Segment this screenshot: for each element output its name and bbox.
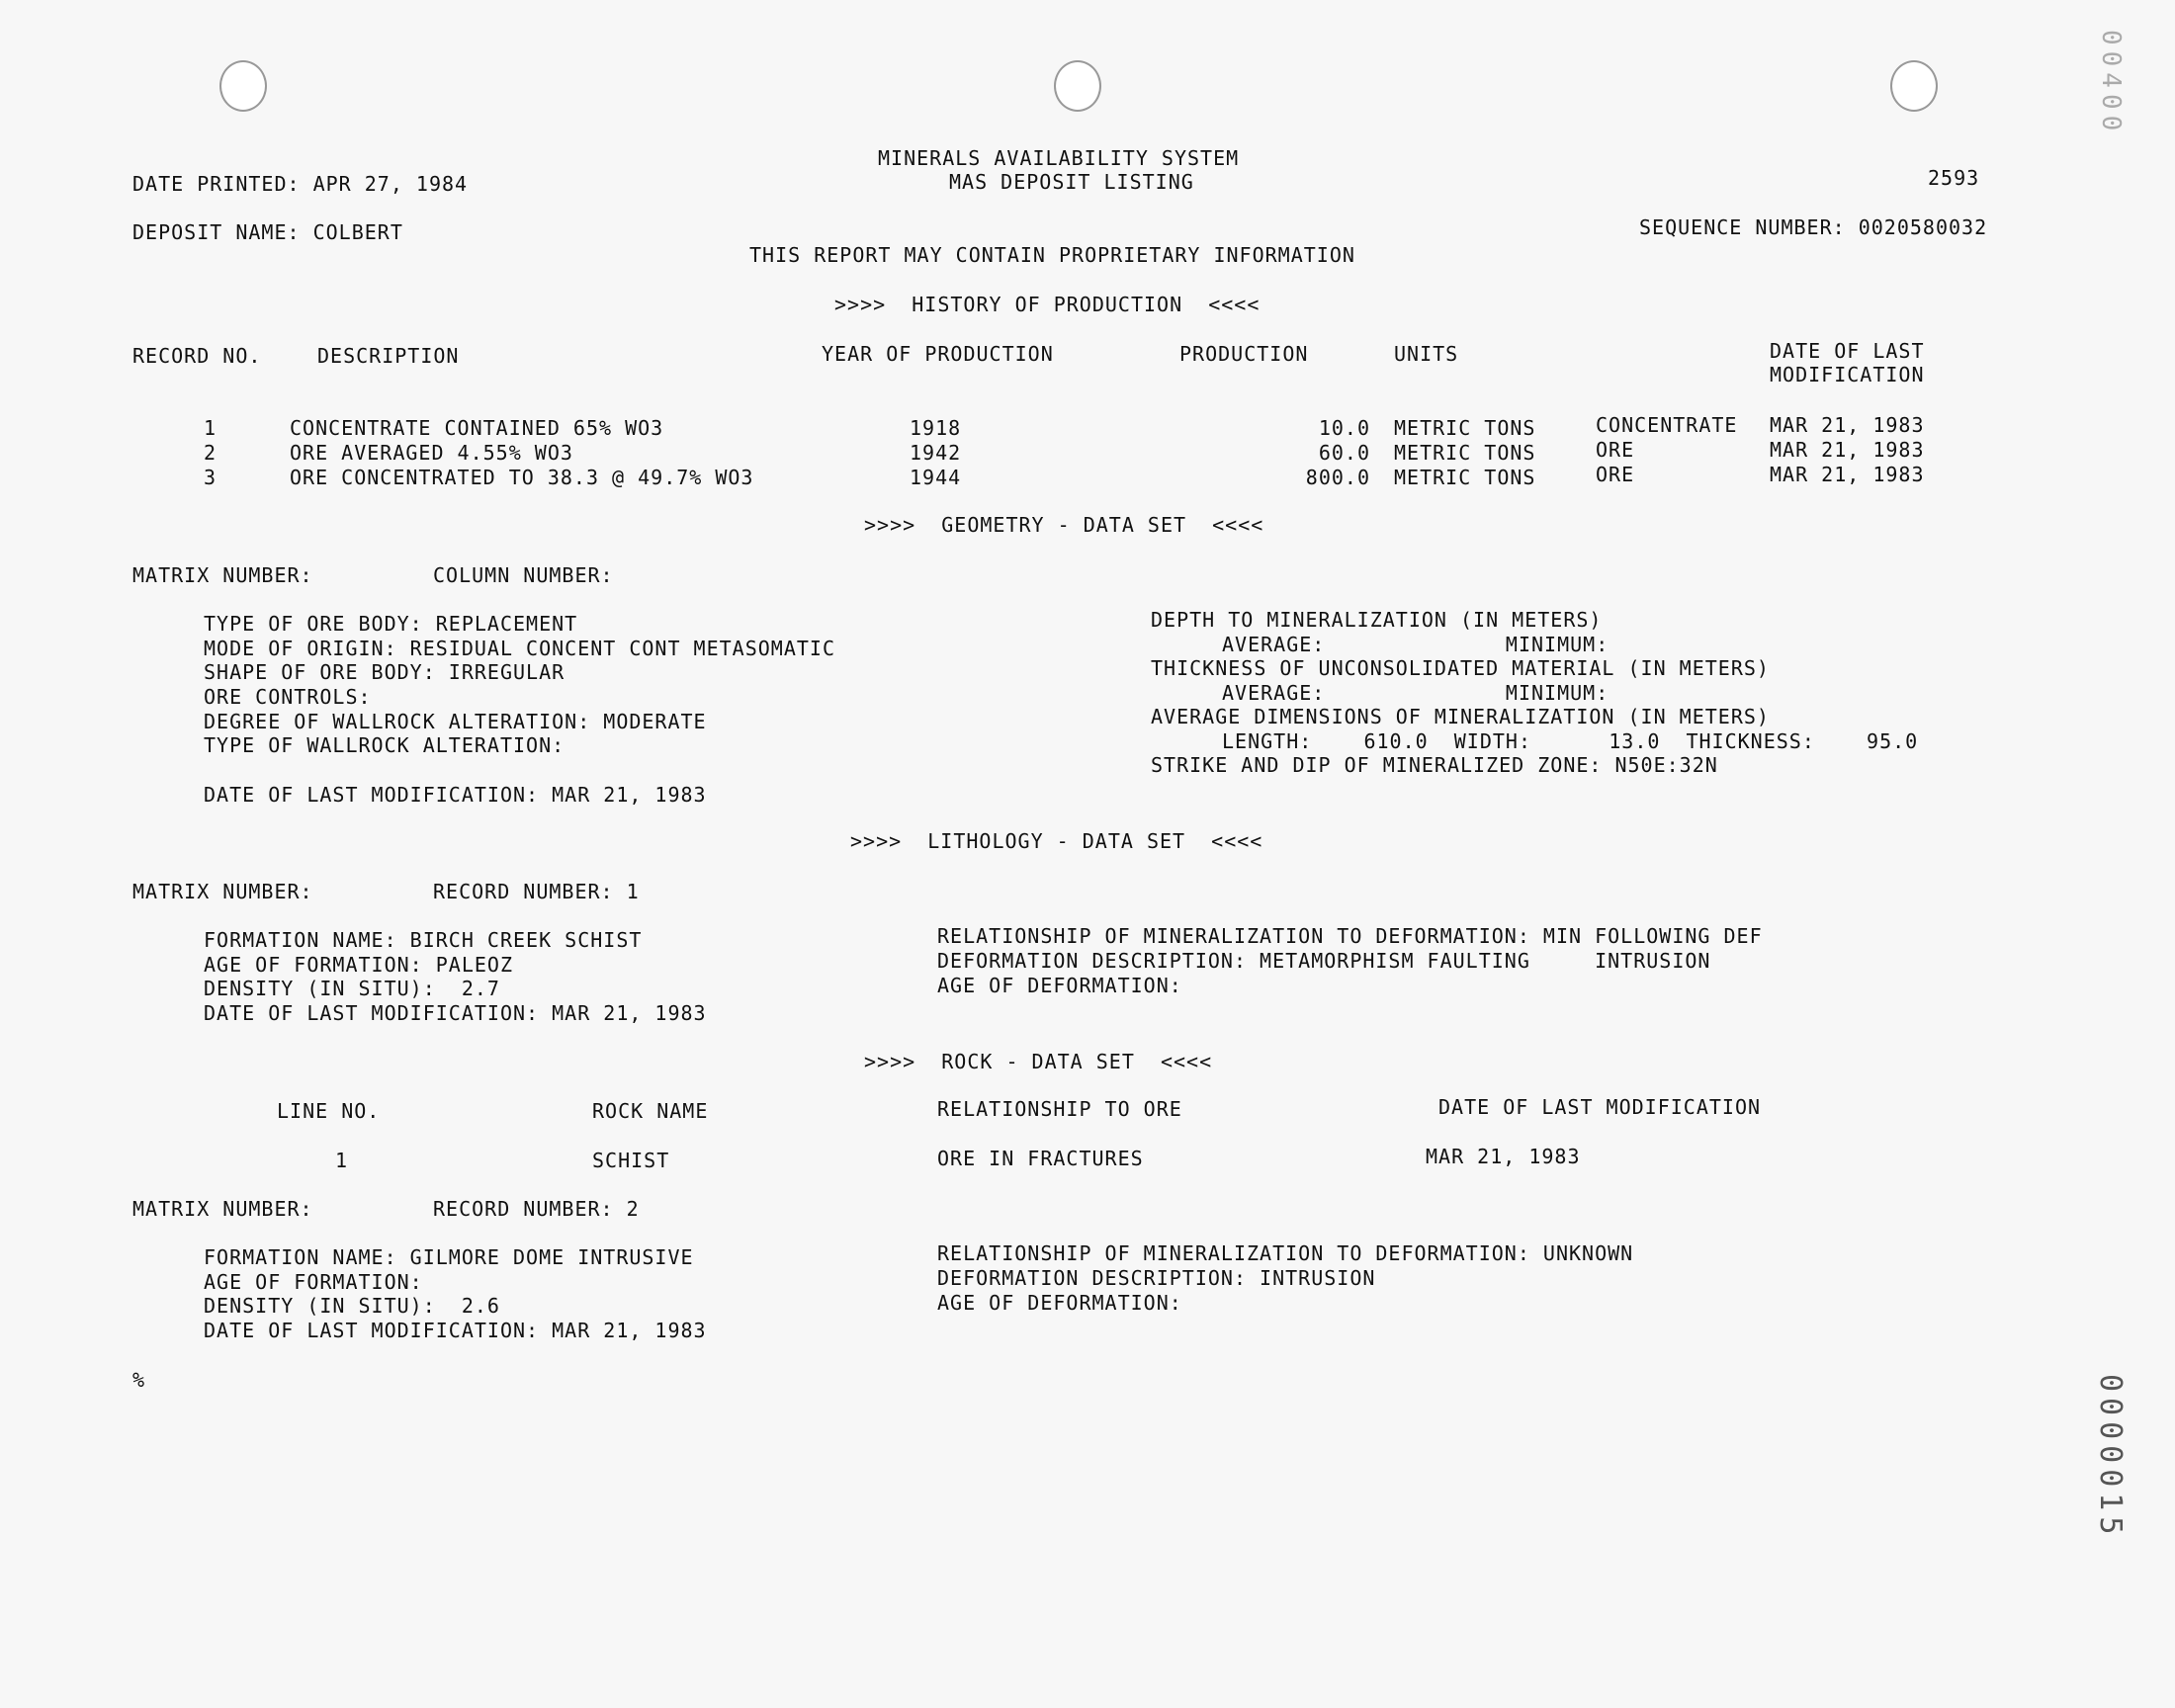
page-stamp-bottom: 0000015 — [2093, 1374, 2128, 1541]
geometry-section-title: >>>> GEOMETRY - DATA SET <<<< — [864, 513, 1264, 537]
row-record-no: 3 — [204, 466, 218, 489]
wallrock-alteration-degree: DEGREE OF WALLROCK ALTERATION: MODERATE — [204, 710, 707, 733]
row-type: CONCENTRATE — [1596, 413, 1738, 437]
age-of-formation: AGE OF FORMATION: — [204, 1270, 423, 1294]
row-date: MAR 21, 1983 — [1770, 413, 1925, 437]
relationship-to-deformation: RELATIONSHIP OF MINERALIZATION TO DEFORMATION: MIN FOLLOWING DEF — [937, 924, 1763, 948]
col-record-no: RECORD NO. — [132, 344, 262, 368]
lithology-date-modified: DATE OF LAST MODIFICATION: MAR 21, 1983 — [204, 1319, 707, 1342]
row-year: 1918 — [910, 416, 962, 440]
ore-controls: ORE CONTROLS: — [204, 685, 372, 709]
page-code: 2593 — [1928, 166, 1980, 190]
punch-hole — [1054, 60, 1101, 112]
row-record-no: 2 — [204, 441, 218, 465]
sequence-number: SEQUENCE NUMBER: 0020580032 — [1639, 215, 1988, 239]
lithology-section-title: >>>> LITHOLOGY - DATA SET <<<< — [850, 829, 1263, 853]
row-units: METRIC TONS — [1394, 416, 1536, 440]
rock-relationship: ORE IN FRACTURES — [937, 1147, 1144, 1170]
rock-section-title: >>>> ROCK - DATA SET <<<< — [864, 1050, 1213, 1073]
lithology-record-number: RECORD NUMBER: 1 — [433, 880, 640, 903]
row-type: ORE — [1596, 438, 1635, 462]
deformation-description: DEFORMATION DESCRIPTION: INTRUSION — [937, 1266, 1376, 1290]
row-units: METRIC TONS — [1394, 466, 1536, 489]
depth-values: AVERAGE: MINIMUM: — [1222, 633, 1610, 656]
type-of-ore-body: TYPE OF ORE BODY: REPLACEMENT — [204, 612, 578, 636]
mode-of-origin: MODE OF ORIGIN: RESIDUAL CONCENT CONT METASOMATIC — [204, 637, 836, 660]
wallrock-alteration-type: TYPE OF WALLROCK ALTERATION: — [204, 733, 566, 757]
col-units: UNITS — [1394, 342, 1459, 366]
col-line-no: LINE NO. — [277, 1099, 381, 1123]
formation-name: FORMATION NAME: BIRCH CREEK SCHIST — [204, 928, 643, 952]
depth-to-mineralization: DEPTH TO MINERALIZATION (IN METERS) — [1151, 608, 1603, 632]
rock-name: SCHIST — [592, 1149, 670, 1172]
deformation-description: DEFORMATION DESCRIPTION: METAMORPHISM FAULTING INTRUSION — [937, 949, 1711, 973]
punch-hole — [1890, 60, 1938, 112]
lithology-matrix-number: MATRIX NUMBER: — [132, 880, 313, 903]
lithology-record-number: RECORD NUMBER: 2 — [433, 1197, 640, 1221]
geometry-matrix-number: MATRIX NUMBER: — [132, 563, 313, 587]
deposit-name: DEPOSIT NAME: COLBERT — [132, 220, 403, 244]
system-title: MINERALS AVAILABILITY SYSTEM — [878, 146, 1240, 170]
col-date-2: MODIFICATION — [1770, 363, 1925, 386]
strike-and-dip: STRIKE AND DIP OF MINERALIZED ZONE: N50E:32N — [1151, 753, 1718, 777]
col-rock-name: ROCK NAME — [592, 1099, 709, 1123]
dimension-values: LENGTH: 610.0 WIDTH: 13.0 THICKNESS: 95.0 — [1222, 729, 1919, 753]
production-section-title: >>>> HISTORY OF PRODUCTION <<<< — [834, 293, 1261, 316]
age-of-deformation: AGE OF DEFORMATION: — [937, 1291, 1182, 1315]
row-year: 1942 — [910, 441, 962, 465]
proprietary-notice: THIS REPORT MAY CONTAIN PROPRIETARY INFORMATION — [749, 243, 1355, 267]
rock-date: MAR 21, 1983 — [1426, 1145, 1581, 1168]
formation-name: FORMATION NAME: GILMORE DOME INTRUSIVE — [204, 1245, 694, 1269]
listing-title: MAS DEPOSIT LISTING — [949, 170, 1194, 194]
shape-of-ore-body: SHAPE OF ORE BODY: IRREGULAR — [204, 660, 566, 684]
row-production: 60.0 — [1318, 441, 1370, 465]
thickness-values: AVERAGE: MINIMUM: — [1222, 681, 1610, 705]
percent-mark: % — [132, 1368, 146, 1392]
col-relationship-to-ore: RELATIONSHIP TO ORE — [937, 1097, 1182, 1121]
row-record-no: 1 — [204, 416, 218, 440]
row-date: MAR 21, 1983 — [1770, 438, 1925, 462]
row-year: 1944 — [910, 466, 962, 489]
age-of-deformation: AGE OF DEFORMATION: — [937, 974, 1182, 997]
row-type: ORE — [1596, 463, 1635, 486]
lithology-date-modified: DATE OF LAST MODIFICATION: MAR 21, 1983 — [204, 1001, 707, 1025]
row-description: ORE AVERAGED 4.55% WO3 — [290, 441, 573, 465]
row-units: METRIC TONS — [1394, 441, 1536, 465]
col-rock-date: DATE OF LAST MODIFICATION — [1438, 1095, 1762, 1119]
page-stamp-top: 00400 — [2096, 30, 2126, 137]
geometry-column-number: COLUMN NUMBER: — [433, 563, 614, 587]
row-description: CONCENTRATE CONTAINED 65% WO3 — [290, 416, 664, 440]
age-of-formation: AGE OF FORMATION: PALEOZ — [204, 953, 513, 977]
rock-line-no: 1 — [335, 1149, 349, 1172]
col-production: PRODUCTION — [1179, 342, 1309, 366]
col-year: YEAR OF PRODUCTION — [822, 342, 1054, 366]
row-description: ORE CONCENTRATED TO 38.3 @ 49.7% WO3 — [290, 466, 754, 489]
density-in-situ: DENSITY (IN SITU): 2.7 — [204, 977, 500, 1000]
relationship-to-deformation: RELATIONSHIP OF MINERALIZATION TO DEFORMATION: UNKNOWN — [937, 1241, 1634, 1265]
row-production: 10.0 — [1318, 416, 1370, 440]
density-in-situ: DENSITY (IN SITU): 2.6 — [204, 1294, 500, 1318]
date-printed: DATE PRINTED: APR 27, 1984 — [132, 172, 469, 196]
row-date: MAR 21, 1983 — [1770, 463, 1925, 486]
average-dimensions: AVERAGE DIMENSIONS OF MINERALIZATION (IN METERS) — [1151, 705, 1770, 728]
lithology-matrix-number: MATRIX NUMBER: — [132, 1197, 313, 1221]
col-description: DESCRIPTION — [317, 344, 460, 368]
punch-hole — [219, 60, 267, 112]
row-production: 800.0 — [1305, 466, 1370, 489]
col-date-1: DATE OF LAST — [1770, 339, 1925, 363]
thickness-unconsolidated: THICKNESS OF UNCONSOLIDATED MATERIAL (IN METERS) — [1151, 656, 1770, 680]
geometry-date-modified: DATE OF LAST MODIFICATION: MAR 21, 1983 — [204, 783, 707, 807]
